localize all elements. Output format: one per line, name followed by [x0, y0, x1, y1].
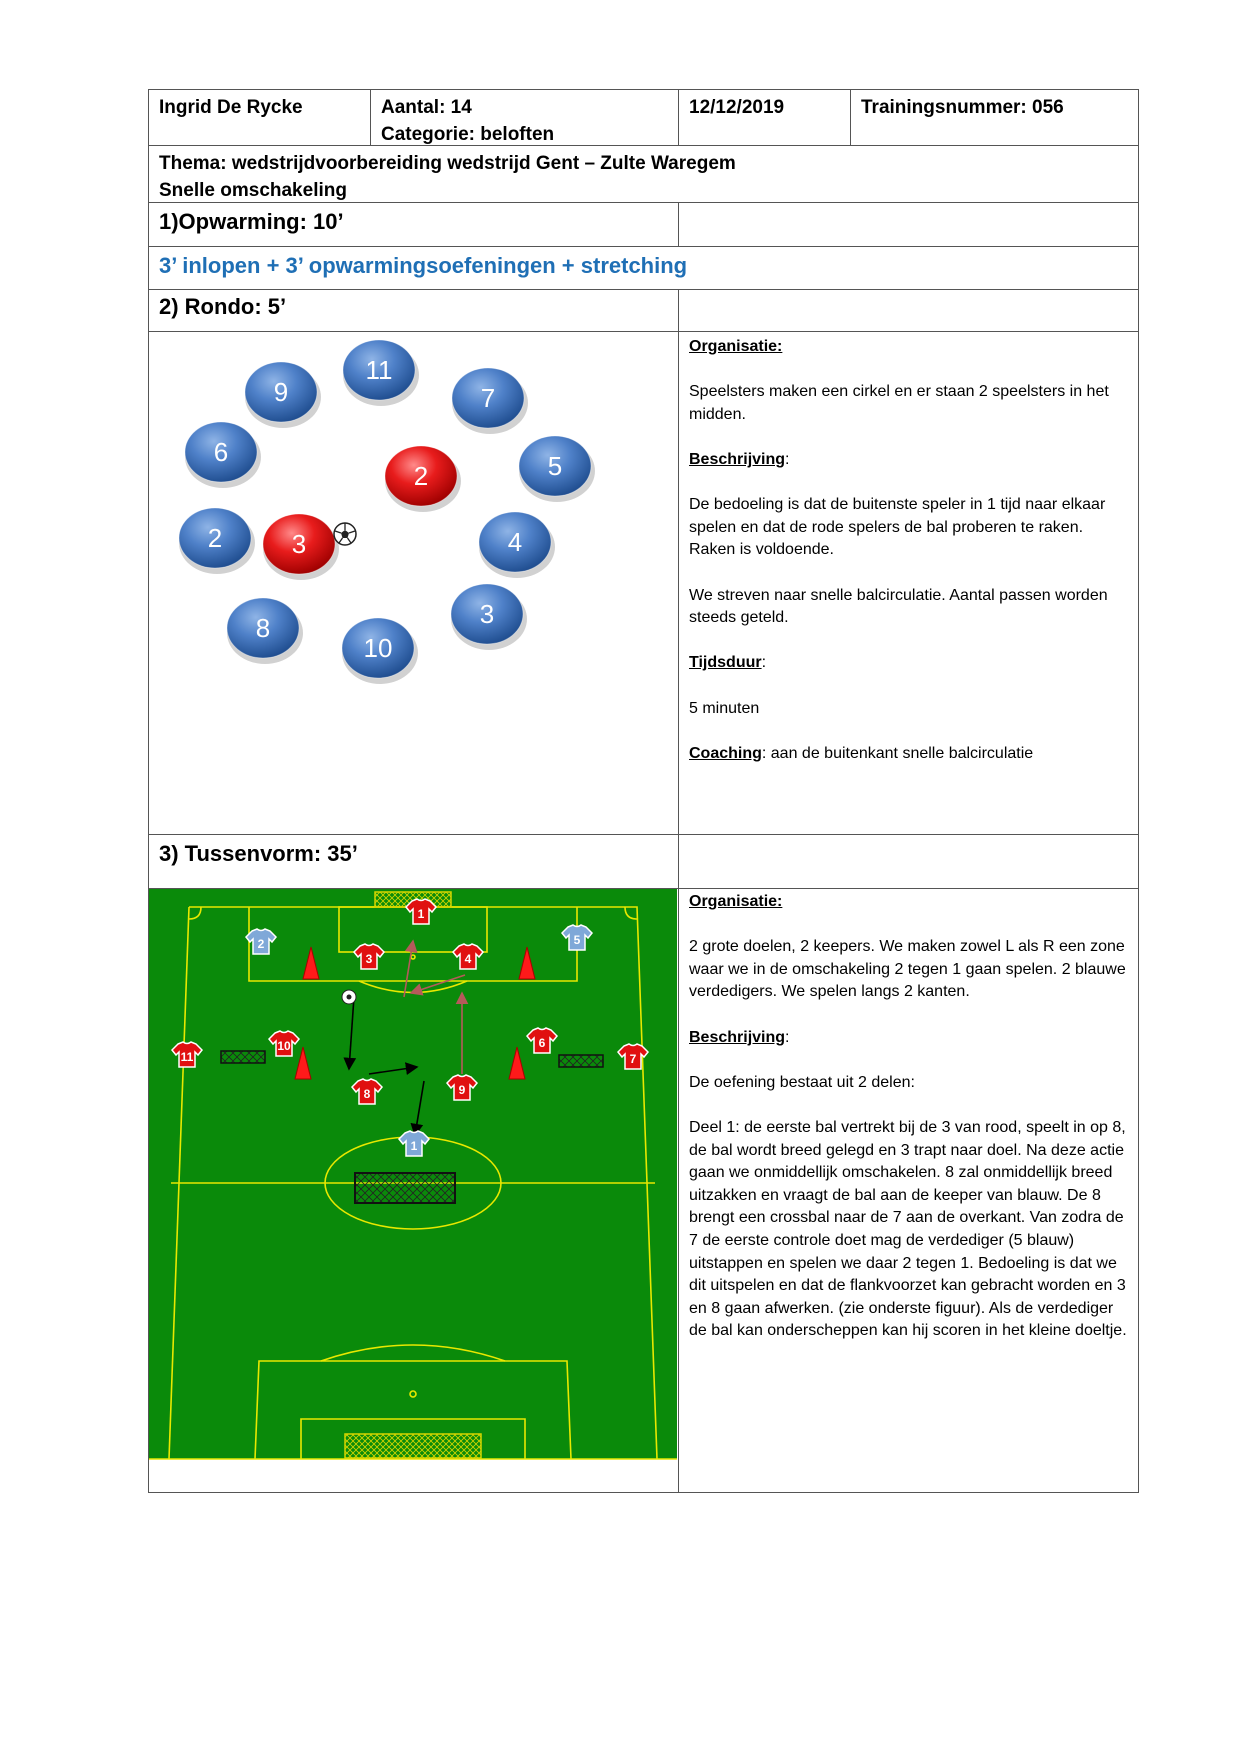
- section-3-body-row: [148, 889, 1139, 1493]
- section-1-title: 1)Opwarming: 10’: [149, 203, 679, 246]
- blue-player-4: [479, 512, 555, 578]
- shirt-number: 5: [573, 933, 581, 947]
- blue-player-6: [185, 422, 261, 488]
- coaching-text: : aan de buitenkant snelle balcirculatie: [761, 744, 1034, 762]
- blue-player-11: [343, 340, 419, 406]
- aantal-categorie: [371, 90, 679, 145]
- rondo-diagram-cell: [149, 332, 679, 834]
- blue-player-7: [452, 368, 528, 434]
- player-number: 2: [207, 523, 223, 553]
- beschrijving-text-2: Deel 1: de eerste bal vertrekt bij de 3 van rood, speelt in op 8, de bal wordt breed gelegd en 3 trapt naar doel. Na deze actie gaan we onmiddellijk omschakelen. 8 zal onmiddellijk breed uitzakken en vraagt de bal aan de keeper van blauw. De 8 brengt een crossbal naar de 7 aan de overkant. Van zodra de 7 de eerste controle doet mag de verdediger (5 blauw) uitstappen en spelen we daar 2 tegen 1. Bedoeling is dat we dit uitspelen en dat de flankvoorzet kan gebracht worden en 3 en 8 gaan afwerken. (zie onderste figuur). Als de verdediger de bal kan onderscheppen kan hij scoren in het kleine doeltje.: [689, 1118, 1127, 1340]
- shirt-number: 2: [257, 937, 265, 951]
- player-number: 9: [273, 377, 289, 407]
- trainingsnummer: Trainingsnummer: 056: [861, 97, 1064, 118]
- shirt-number: 11: [180, 1050, 194, 1064]
- blue-player-9: [245, 362, 321, 428]
- player-number: 7: [480, 383, 496, 413]
- section-1-empty: [679, 203, 1138, 246]
- section-2-title-row: [148, 290, 1139, 332]
- beschrijving-label: Beschrijving: [689, 1028, 786, 1046]
- shirt-number: 8: [363, 1087, 371, 1101]
- small-goal-left: [221, 1051, 265, 1063]
- section-1-content: 3’ inlopen + 3’ opwarmingsoefeningen + stretching: [159, 253, 688, 278]
- blue-player-8: [227, 598, 303, 664]
- beschrijving-text-1: De bedoeling is dat de buitenste speler in 1 tijd naar elkaar spelen en dat de rode spelers de bal proberen te raken.: [689, 496, 1106, 536]
- shirt-number: 1: [417, 907, 425, 921]
- pitch-diagram-cell: [149, 889, 679, 1492]
- organisatie-text: Speelsters maken een cirkel en er staan 2 speelsters in het midden.: [689, 383, 1109, 423]
- player-number: 3: [291, 529, 307, 559]
- training-date: 12/12/2019: [679, 90, 851, 145]
- player-number: 8: [255, 613, 271, 643]
- pitch-diagram: [149, 889, 677, 1491]
- section-2-empty: [679, 290, 1138, 331]
- aantal-label: Aantal: 14: [381, 97, 472, 118]
- soccer-ball-icon: [342, 990, 356, 1004]
- bottom-goal: [345, 1434, 481, 1458]
- organisatie-label: Organisatie:: [689, 893, 783, 910]
- small-goal-center: [355, 1173, 455, 1203]
- section-3-title-row: [148, 835, 1139, 889]
- blue-player-2: [179, 508, 255, 574]
- section-2-title: 2) Rondo: 5’: [149, 290, 679, 331]
- player-number: 3: [479, 599, 495, 629]
- soccer-ball-icon: [334, 523, 356, 545]
- trainer-name: Ingrid De Rycke: [149, 90, 371, 145]
- red-player-3: [263, 514, 339, 580]
- rondo-description: Organisatie: Speelsters maken een cirkel en er staan 2 speelsters in het midden. Beschrijving: De bedoeling is dat de buitenste speler in 1 tijd naar elkaar spelen en dat de rode spelers de bal proberen te raken. Raken is voldoende. We streven naar snelle balcirculatie. Aantal passen worden steeds geteld. Tijdsduur: 5 minuten Coaching: aan de buitenkant snelle balcirculatie: [679, 332, 1138, 834]
- blue-player-10: [342, 618, 418, 684]
- section-2-body-row: [148, 332, 1139, 835]
- rondo-diagram: [149, 332, 677, 833]
- thema-cell: [149, 146, 1138, 202]
- player-number: 11: [365, 355, 393, 385]
- small-goal-right: [559, 1055, 603, 1067]
- player-number: 10: [363, 633, 393, 663]
- categorie-label: Categorie: beloften: [381, 124, 555, 145]
- shirt-number: 7: [629, 1052, 637, 1066]
- training-sheet: [148, 89, 1139, 1493]
- section-1-content-row: [148, 247, 1139, 290]
- tussenvorm-description: Organisatie: 2 grote doelen, 2 keepers. We maken zowel L als R een zone waar we in de omschakeling 2 tegen 1 gaan spelen. 2 blauwe verdedigers. We spelen langs 2 kanten. Beschrijving: De oefening bestaat uit 2 delen: Deel 1: de eerste bal vertrekt bij de 3 van rood, speelt in op 8, de bal wordt breed gelegd en 3 trapt naar doel. Na deze actie gaan we onmiddellijk omschakelen. 8 zal onmiddellijk breed uitzakken en vraagt de bal aan de keeper van blauw. De 8 brengt een crossbal naar de 7 aan de overkant. Van zodra de 7 de eerste controle doet mag de verdediger (5 blauw) uitstappen en spelen we daar 2 tegen 1. Bedoeling is dat we dit uitspelen en dat de flankvoorzet kan gebracht worden en 3 en 8 gaan afwerken. (zie onderste figuur). Als de verdediger de bal kan onderscheppen kan hij scoren in het kleine doeltje.: [679, 889, 1138, 1492]
- thema-row: [148, 146, 1139, 203]
- thema-line-2: Snelle omschakeling: [159, 180, 347, 201]
- shirt-number: 10: [277, 1039, 291, 1053]
- beschrijving-label: Beschrijving: [689, 450, 786, 468]
- coaching-label: Coaching: [689, 744, 762, 762]
- shirt-number: 3: [365, 952, 373, 966]
- player-number: 5: [547, 451, 563, 481]
- blue-player-5: [519, 436, 595, 502]
- tijdsduur-text: 5 minuten: [689, 699, 760, 717]
- player-number: 6: [213, 437, 229, 467]
- thema-line-1: Thema: wedstrijdvoorbereiding wedstrijd Gent – Zulte Waregem: [159, 153, 736, 174]
- red-player-2: [385, 446, 461, 512]
- blue-player-3: [451, 584, 527, 650]
- shirt-number: 4: [464, 952, 472, 966]
- shirt-number: 1: [410, 1139, 418, 1153]
- organisatie-label: Organisatie:: [689, 338, 783, 355]
- shirt-number: 9: [458, 1083, 466, 1097]
- tijdsduur-label: Tijdsduur: [689, 654, 762, 672]
- player-number: 2: [413, 461, 429, 491]
- beschrijving-text-1: De oefening bestaat uit 2 delen:: [689, 1073, 915, 1091]
- section-3-empty: [679, 835, 1138, 888]
- section-3-title: 3) Tussenvorm: 35’: [149, 835, 679, 888]
- organisatie-text: 2 grote doelen, 2 keepers. We maken zowel L als R een zone waar we in de omschakeling 2 tegen 1 gaan spelen. 2 blauwe verdedigers. We spelen langs 2 kanten.: [689, 938, 1126, 1001]
- beschrijving-text-3: We streven naar snelle balcirculatie. Aantal passen worden steeds geteld.: [689, 586, 1108, 627]
- shirt-number: 6: [538, 1036, 546, 1050]
- beschrijving-text-2: Raken is voldoende.: [689, 541, 834, 559]
- section-1-title-row: [148, 203, 1139, 247]
- player-number: 4: [507, 527, 523, 557]
- header-row: [148, 89, 1139, 146]
